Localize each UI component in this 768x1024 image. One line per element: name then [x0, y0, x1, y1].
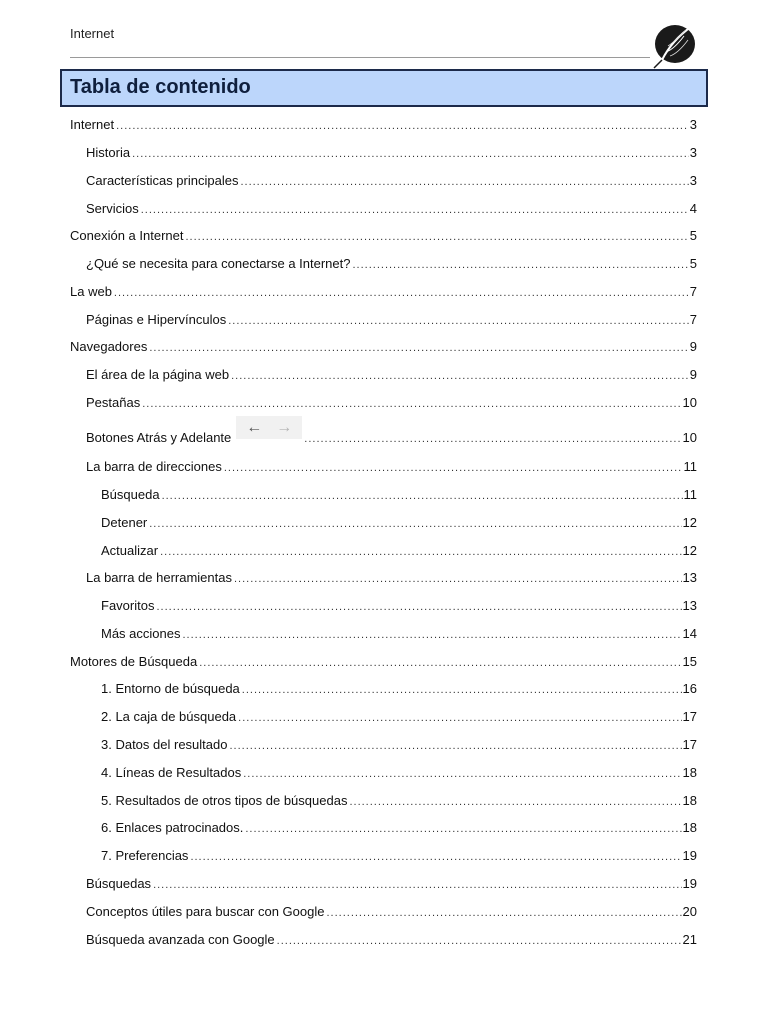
toc-entry[interactable] [70, 339, 697, 355]
toc-dot-leader [353, 258, 689, 272]
toc-entry-label: Búsquedas [86, 876, 152, 891]
header-title: Internet [70, 26, 115, 41]
toc-entry[interactable] [86, 367, 697, 383]
toc-page-number: 20 [682, 904, 697, 919]
toc-entry[interactable] [101, 737, 697, 753]
toc-entry-label: Más acciones [101, 626, 181, 641]
toc-entry-label: 5. Resultados de otros tipos de búsquedas [101, 793, 348, 808]
toc-page-number: 11 [683, 459, 697, 474]
toc-dot-leader [162, 489, 683, 503]
toc-entry-label: Búsqueda avanzada con Google [86, 932, 275, 947]
toc-entry[interactable] [101, 709, 697, 725]
toc-entry[interactable] [86, 904, 697, 920]
toc-entry-label: Detener [101, 515, 148, 530]
toc-dot-leader [238, 711, 681, 725]
toc-page-number: 12 [682, 543, 697, 558]
toc-dot-leader [245, 822, 681, 836]
toc-page-number: 18 [682, 793, 697, 808]
toc-entry-label: El área de la página web [86, 367, 230, 382]
toc-entry-label: Páginas e Hipervínculos [86, 312, 227, 327]
toc-dot-leader [224, 461, 683, 475]
toc-dot-leader [304, 432, 681, 446]
toc-dot-leader [228, 314, 689, 328]
toc-entry[interactable] [86, 256, 697, 272]
toc-page-number: 17 [682, 737, 697, 752]
toc-page-number: 14 [682, 626, 697, 641]
toc-page-number: 4 [689, 201, 697, 216]
toc-page-number: 10 [682, 395, 697, 410]
toc-page-number: 18 [682, 765, 697, 780]
toc-entry-label: Conceptos útiles para buscar con Google [86, 904, 325, 919]
toc-dot-leader [234, 572, 682, 586]
toc-page-number: 15 [682, 654, 697, 669]
toc-dot-leader [277, 934, 682, 948]
toc-dot-leader [149, 517, 681, 531]
toc-dot-leader [349, 795, 681, 809]
nav-buttons-image [236, 416, 302, 439]
toc-entry[interactable] [70, 228, 697, 244]
toc-entry-label: Características principales [86, 173, 239, 188]
toc-dot-leader [114, 286, 689, 300]
toc-entry-label: Historia [86, 145, 131, 160]
toc-entry[interactable] [70, 654, 697, 670]
toc-dot-leader [231, 369, 689, 383]
toc-dot-leader [185, 230, 688, 244]
toc-page-number: 19 [682, 876, 697, 891]
toc-entry[interactable] [101, 681, 697, 697]
toc-entry[interactable] [101, 848, 697, 864]
toc-page-number: 16 [682, 681, 697, 696]
toc-dot-leader [229, 739, 681, 753]
toc-entry[interactable] [101, 626, 697, 642]
toc-page-number: 18 [682, 820, 697, 835]
toc-entry[interactable] [86, 173, 697, 189]
toc-dot-leader [116, 119, 689, 133]
toc-entry-label: Favoritos [101, 598, 155, 613]
toc-entry-label: Conexión a Internet [70, 228, 184, 243]
toc-dot-leader [190, 850, 681, 864]
toc-dot-leader [160, 545, 681, 559]
toc-dot-leader [149, 341, 688, 355]
toc-entry[interactable] [101, 487, 697, 503]
toc-entry-label: 4. Líneas de Resultados [101, 765, 242, 780]
toc-page-number: 21 [682, 932, 697, 947]
toc-entry-label: Servicios [86, 201, 139, 216]
toc-dot-leader [240, 175, 688, 189]
toc-page-number: 11 [683, 487, 697, 502]
toc-dot-leader [156, 600, 681, 614]
toc-entry[interactable] [86, 145, 697, 161]
toc-entry-label: 7. Preferencias [101, 848, 189, 863]
toc-dot-leader [326, 906, 681, 920]
toc-entry-label: Motores de Búsqueda [70, 654, 198, 669]
toc-entry[interactable] [101, 820, 697, 836]
toc-page-number: 13 [682, 598, 697, 613]
toc-entry-label: Botones Atrás y Adelante [86, 430, 232, 445]
toc-page-number: 19 [682, 848, 697, 863]
toc-entry-label: La barra de herramientas [86, 570, 232, 585]
toc-entry-label: 6. Enlaces patrocinados. [101, 820, 244, 835]
toc-dot-leader [153, 878, 681, 892]
toc-entry-label: ¿Qué se necesita para conectarse a Internet? [86, 256, 351, 271]
toc-entry-label: Búsqueda [101, 487, 160, 502]
toc-page-number: 3 [689, 117, 697, 132]
toc-entry[interactable] [86, 570, 697, 586]
toc-entry[interactable] [101, 793, 697, 809]
toc-page-number: 9 [689, 339, 697, 354]
toc-dot-leader [182, 628, 681, 642]
toc-dot-leader [243, 767, 681, 781]
toc-entry[interactable] [86, 312, 697, 328]
toc-dot-leader [141, 203, 689, 217]
toc-entry-label: Internet [70, 117, 115, 132]
toc-page-number: 5 [689, 228, 697, 243]
toc-dot-leader [142, 397, 681, 411]
toc-entry-label: Actualizar [101, 543, 159, 558]
toc-page-number: 7 [689, 312, 697, 327]
toc-page-number: 10 [682, 430, 697, 445]
toc-page-number: 13 [682, 570, 697, 585]
toc-entry[interactable] [86, 418, 697, 446]
toc-entry-label: Navegadores [70, 339, 148, 354]
toc-page-number: 9 [689, 367, 697, 382]
toc-entry-label: La barra de direcciones [86, 459, 222, 474]
toc-page-number: 3 [689, 145, 697, 160]
toc-entry[interactable] [101, 515, 697, 531]
toc-entry[interactable] [86, 932, 697, 948]
arrow-forward-icon: → [276, 418, 293, 436]
toc-entry-label: 3. Datos del resultado [101, 737, 228, 752]
toc-entry[interactable] [86, 459, 697, 475]
toc-entry-label: 1. Entorno de búsqueda [101, 681, 240, 696]
toc-dot-leader [242, 683, 682, 697]
toc-entry[interactable] [101, 543, 697, 559]
toc-dot-leader [199, 656, 681, 670]
arrow-back-icon: ← [246, 418, 263, 436]
toc-page-number: 17 [682, 709, 697, 724]
toc-entry[interactable] [70, 284, 697, 300]
toc-page-number: 7 [689, 284, 697, 299]
toc-page-number: 3 [689, 173, 697, 188]
toc-entry-label: Pestañas [86, 395, 141, 410]
toc-entry[interactable] [86, 395, 697, 411]
toc-dot-leader [132, 147, 689, 161]
toc-entry[interactable] [86, 876, 697, 892]
toc-entry[interactable] [70, 117, 697, 133]
toc-page-number: 5 [689, 256, 697, 271]
toc-entry[interactable] [101, 598, 697, 614]
toc-entry-label: La web [70, 284, 112, 299]
toc-page-number: 12 [682, 515, 697, 530]
toc-entry-label: 2. La caja de búsqueda [101, 709, 237, 724]
toc-entry[interactable] [101, 765, 697, 781]
toc-title: Tabla de contenido [70, 76, 251, 98]
toc-entry[interactable] [86, 201, 697, 217]
